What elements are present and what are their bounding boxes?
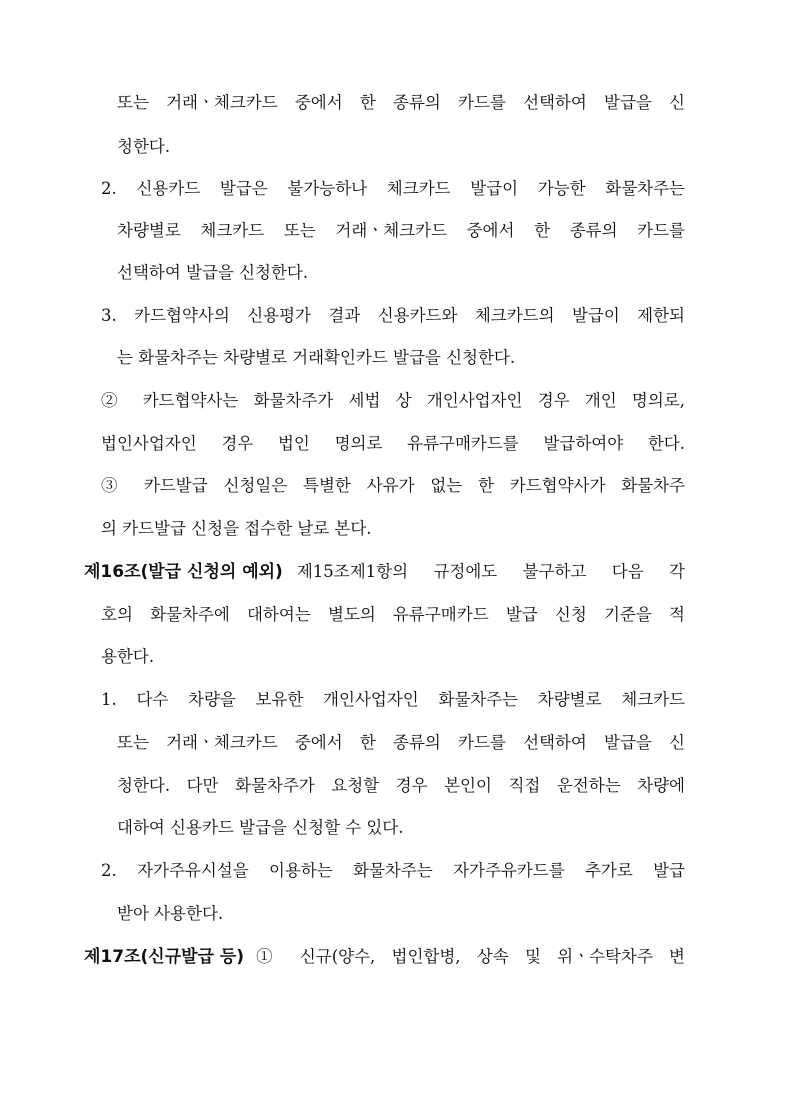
text-line: 는 화물차주는 차량별로 거래확인카드 발급을 신청한다. — [117, 348, 516, 367]
text-line: 제15조제1항의 규정에도 불구하고 다음 각 — [296, 562, 685, 581]
paragraph-3: ③ 카드발급 신청일은 특별한 사유가 없는 한 카드협약사가 화물차주 — [101, 476, 685, 495]
article-17-heading: 제17조(신규발급 등) — [84, 947, 245, 967]
text-line: 차량별로 체크카드 또는 거래ㆍ체크카드 중에서 한 종류의 카드를 — [117, 221, 685, 240]
text-line: 법인사업자인 경우 법인 명의로 유류구매카드를 발급하여야 한다. — [101, 434, 685, 453]
text-line: 청한다. 다만 화물차주가 요청할 경우 본인이 직접 운전하는 차량에 — [117, 776, 685, 795]
text-line: 용한다. — [101, 647, 155, 666]
list-item-3: 3. 카드협약사의 신용평가 결과 신용카드와 체크카드의 발급이 제한되 — [101, 306, 685, 325]
list-item-1: 1. 다수 차량을 보유한 개인사업자인 화물차주는 차량별로 체크카드 — [101, 690, 685, 709]
text-line: 청한다. — [117, 137, 171, 156]
text-line: 의 카드발급 신청을 접수한 날로 본다. — [101, 519, 372, 538]
text-line: 받아 사용한다. — [117, 904, 224, 923]
article-16-first-line — [84, 561, 685, 583]
paragraph-2: ② 카드협약사는 화물차주가 세법 상 개인사업자인 경우 개인 명의로, — [101, 391, 685, 410]
list-item-2: 2. 자가주유시설을 이용하는 화물차주는 자가주유카드를 추가로 발급 — [101, 861, 685, 880]
list-item-2: 2. 신용카드 발급은 불가능하나 체크카드 발급이 가능한 화물차주는 — [101, 179, 685, 198]
article-17-first-line — [84, 946, 685, 968]
text-line: ① 신규(양수, 법인합병, 상속 및 위ㆍ수탁차주 변 — [256, 947, 685, 966]
text-line: 선택하여 발급을 신청한다. — [117, 263, 309, 282]
text-line: 또는 거래ㆍ체크카드 중에서 한 종류의 카드를 선택하여 발급을 신 — [117, 733, 685, 752]
text-line: 호의 화물차주에 대하여는 별도의 유류구매카드 발급 신청 기준을 적 — [101, 605, 685, 624]
text-line: 대하여 신용카드 발급을 신청할 수 있다. — [117, 818, 404, 837]
article-16-heading: 제16조(발급 신청의 예외) — [84, 562, 283, 582]
text-line: 또는 거래ㆍ체크카드 중에서 한 종류의 카드를 선택하여 발급을 신 — [117, 93, 685, 112]
